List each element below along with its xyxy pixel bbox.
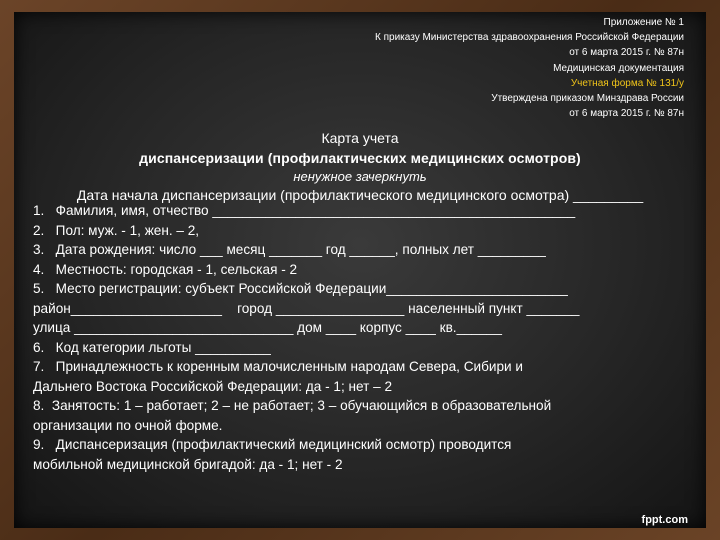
fppt-logo: fppt.com [641, 514, 688, 526]
form-line-registration: 5. Место регистрации: субъект Российской Федерации________________________ [33, 281, 568, 296]
form-line-locality: 4. Местность: городская - 1, сельская - 2 [33, 261, 298, 277]
doc-type-label: Медицинская документация [553, 62, 684, 74]
form-line-mobile-team-cont: мобильной медицинской бригадой: да - 1; нет - 2 [33, 456, 343, 472]
document-header [375, 15, 684, 121]
form-line-indigenous-cont: Дальнего Востока Российской Федерации: да - 1; нет – 2 [33, 378, 393, 394]
strike-note: ненужное зачеркнуть [293, 169, 427, 184]
form-line-employment: 8. Занятость: 1 – работает; 2 – не работает; 3 – обучающийся в образовательной [33, 398, 552, 413]
form-number: Учетная форма № 131/у [570, 77, 684, 89]
form-line-indigenous: 7. Принадлежность к коренным малочисленным народам Севера, Сибири и [33, 359, 524, 374]
form-line-benefit-code: 6. Код категории льготы __________ [33, 339, 271, 355]
order-date: от 6 марта 2015 г. № 87н [569, 47, 684, 59]
form-line-employment-cont: организации по очной форме. [33, 417, 223, 433]
card-title: Карта учета [321, 130, 399, 146]
form-line-mobile-team: 9. Диспансеризация (профилактический медицинский осмотр) проводится [33, 437, 512, 452]
form-line-street: улица _____________________________ дом ____ корпус ____ кв.______ [33, 320, 502, 335]
approval-label: Утверждена приказом Минздрава России [491, 93, 684, 105]
form-line-full-name: 1. Фамилия, имя, отчество ________________________________________________ [33, 203, 576, 218]
start-date-field: Дата начала диспансеризации (профилактического медицинского осмотра) _________ [76, 187, 644, 203]
form-line-sex: 2. Пол: муж. - 1, жен. – 2, [33, 222, 200, 238]
card-subtitle: диспансеризации (профилактических медицинских осмотров) [139, 150, 581, 166]
form-line-birth-date: 3. Дата рождения: число ___ месяц _______ год ______, полных лет _________ [33, 242, 546, 257]
form-line-district: район____________________ город _________________ населенный пункт _______ [33, 300, 580, 316]
form-body [33, 193, 705, 474]
slide [14, 12, 706, 528]
approval-date: от 6 марта 2015 г. № 87н [569, 108, 684, 120]
order-reference: К приказу Министерства здравоохранения Российской Федерации [375, 32, 684, 44]
appendix-label: Приложение № 1 [603, 17, 684, 28]
